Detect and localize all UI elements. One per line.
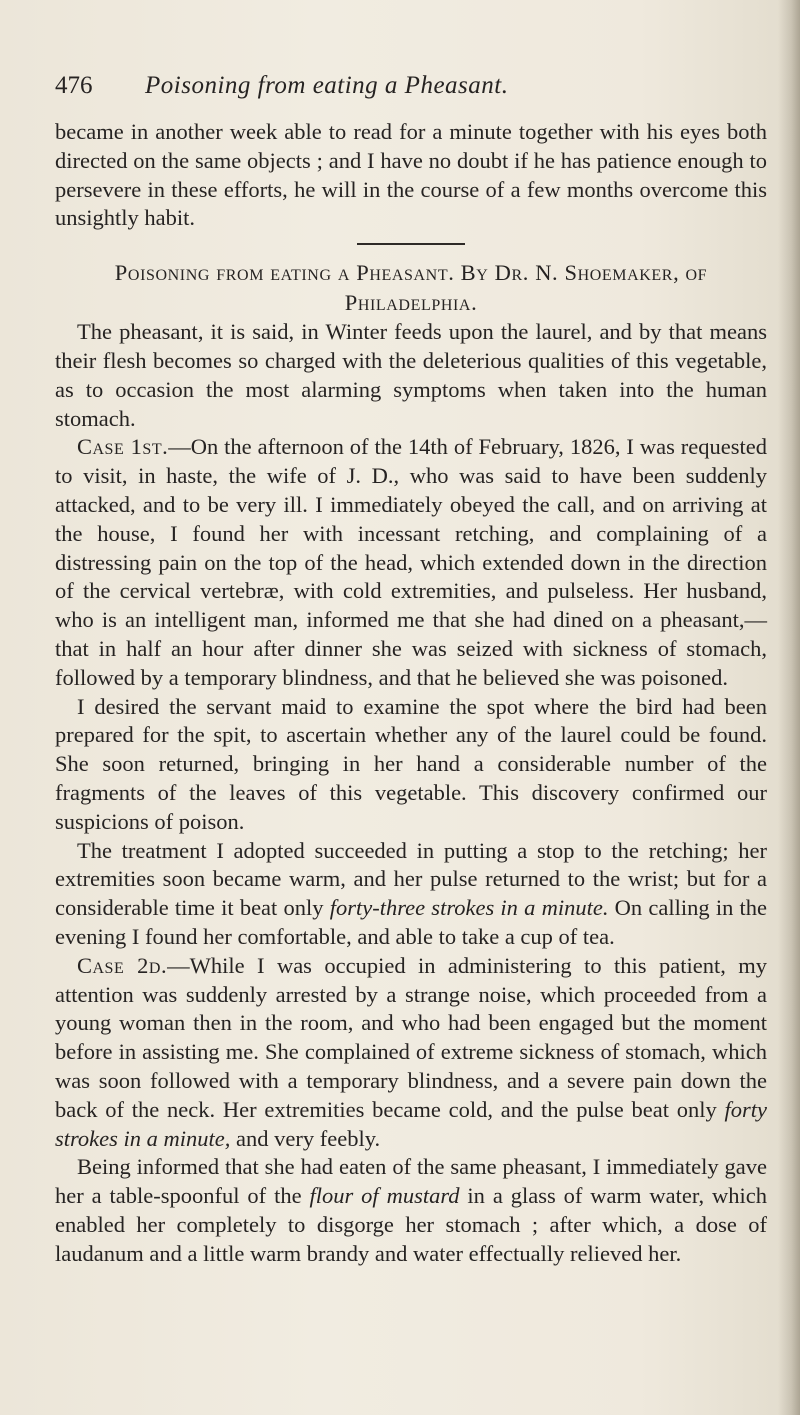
running-title: Poisoning from eating a Pheasant. [145, 72, 509, 99]
page-number: 476 [55, 72, 93, 99]
case-2-pulse-italic: forty strokes in a minute, [55, 1096, 768, 1151]
remedy-mustard-italic: flour of mustard [309, 1183, 460, 1209]
case-2-text: —While I was occupied in administering to this patient, my attention was suddenly arrested by a strange noise, which proceeded from a young woman then in the room, and who had been engaged but the moment before in assisting me. She complained of extreme sickness of stomach, which was soon followed with a temporary blindness, and a severe pain down the back of the neck. Her extremities became cold, and the pulse beat only [55, 952, 768, 1122]
remedy-text: Being informed that she had eaten of the same pheasant, I immediately gave her a table-spoonful of the [55, 1154, 767, 1209]
running-head [55, 72, 755, 112]
intro-paragraph: became in another week able to read for a minute together with his eyes both directed on the same objects ; and I have no doubt if he has patience enough to persevere in these efforts, he will in the course of a few months overcome this unsightly habit. [55, 119, 767, 231]
case-2-label: Case 2d. [77, 952, 168, 978]
paragraph-case-1 [55, 433, 767, 692]
paragraph-pheasant-laurel: The pheasant, it is said, in Winter feeds upon the laurel, and by that means their flesh becomes so charged with the deleterious qualities of this vegetable, as to occasion the most alarming symptoms when taken into the human stomach. [55, 319, 767, 431]
paragraph-mustard-remedy [55, 1153, 767, 1268]
paragraph-case-2 [55, 952, 767, 1154]
treatment-text-end: On calling in the evening I found her comfortable, and able to take a cup of tea. [55, 895, 768, 949]
page-edge-shadow [778, 0, 800, 1415]
case-2-text-end: and very feebly. [230, 1125, 381, 1151]
section-divider [357, 243, 465, 245]
treatment-pulse-italic: forty-three strokes in a minute. [329, 895, 609, 921]
page-body [55, 118, 767, 1268]
paragraph-treatment [55, 837, 767, 952]
article-title: Poisoning from eating a Pheasant. By Dr. N. Shoemaker, of Philadelphia. [114, 260, 708, 316]
case-1-label: Case 1st. [77, 434, 169, 460]
case-1-text: —On the afternoon of the 14th of February, 1826, I was requested to visit, in haste, the wife of J. D., who was said to have been suddenly attacked, and to be very ill. I immediately obeyed the call, and on arriving at the house, I found her with incessant retching, and complaining of a distressing pain on the top of the head, which extended down in the direction of the cervical vertebræ, with cold extremities, and pulseless. Her husband, who is an intelligent man, informed me that she had dined on a pheasant,—that in half an hour after dinner she was seized with sickness of stomach, followed by a temporary blindness, and that he believed she was poisoned. [55, 434, 767, 690]
paragraph-servant-maid: I desired the servant maid to examine the spot where the bird had been prepared for the spit, to ascertain whether any of the laurel could be found. She soon returned, bringing in her hand a considerable number of the fragments of the leaves of this vegetable. This discovery confirmed our suspicions of poison. [55, 693, 767, 834]
remedy-text-end: in a glass of warm water, which enabled her completely to disgorge her stomach ; after which, a dose of laudanum and a little warm brandy and water effectually relieved her. [55, 1183, 768, 1266]
treatment-text: The treatment I adopted succeeded in putting a stop to the retching; her extremities soon became warm, and her pulse returned to the wrist; but for a considerable time it beat only [55, 837, 767, 921]
